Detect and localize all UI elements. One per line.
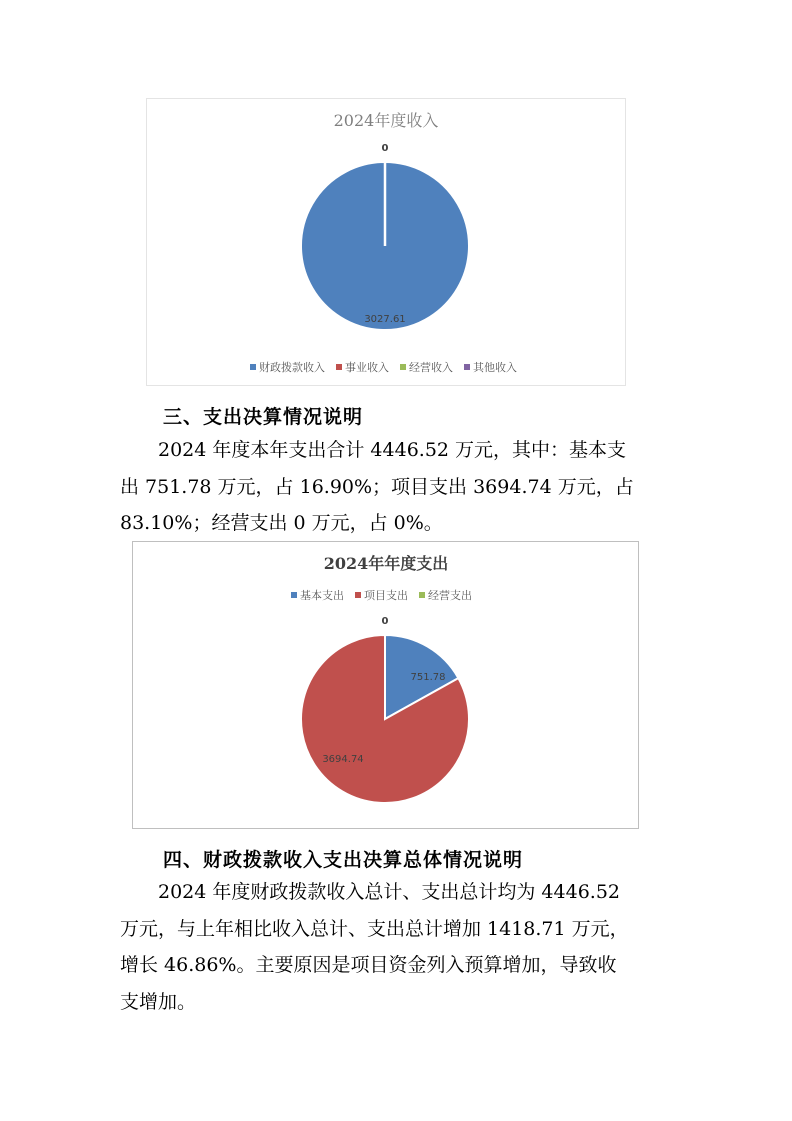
legend-swatch (464, 364, 470, 370)
section3-paragraph (120, 432, 660, 542)
legend-label: 项目支出 (364, 589, 408, 602)
chart-title: 2024年年度支出 (323, 554, 449, 573)
legend-label: 经营收入 (409, 361, 453, 374)
section4-line: 万元，与上年相比收入总计、支出总计增加 1418.71 万元， (120, 917, 629, 940)
section4-line: 支增加。 (120, 990, 197, 1013)
data-label: 3694.74 (322, 754, 364, 765)
section3-line: 83.10%；经营支出 0 万元，占 0%。 (120, 512, 443, 534)
expense-pie-svg (133, 542, 638, 828)
section4-heading: 四、财政拨款收入支出决算总体情况说明 (163, 849, 524, 871)
legend-label: 经营支出 (428, 589, 472, 602)
section4-line: 增长 46.86%。主要原因是项目资金列入预算增加，导致收 (120, 954, 617, 976)
data-label: 3027.61 (364, 314, 406, 325)
legend-item (464, 360, 517, 374)
legend-label: 财政拨款收入 (259, 361, 325, 374)
income-chart (146, 98, 626, 386)
section4-paragraph (120, 874, 660, 1020)
legend-item (250, 360, 325, 374)
legend-item (291, 588, 344, 602)
legend-label: 事业收入 (345, 361, 389, 374)
chart-title: 2024年度收入 (333, 111, 439, 130)
legend-label: 基本支出 (300, 589, 344, 602)
income-pie-svg (147, 99, 625, 385)
section4-line: 2024 年度财政拨款收入总计、支出总计均为 4446.52 (158, 881, 621, 903)
legend-label: 其他收入 (473, 361, 517, 374)
legend-item (355, 588, 408, 602)
legend-swatch (250, 364, 256, 370)
legend-swatch (400, 364, 406, 370)
legend-swatch (355, 592, 361, 598)
legend-item (400, 360, 453, 374)
expense-chart (132, 541, 639, 829)
section3-line: 出 751.78 万元，占 16.90%；项目支出 3694.74 万元，占 (120, 475, 634, 498)
legend-swatch (291, 592, 297, 598)
legend-item (336, 360, 389, 374)
legend-swatch (419, 592, 425, 598)
legend-item (419, 588, 472, 602)
data-label: 0 (381, 616, 389, 627)
data-label: 751.78 (410, 672, 446, 683)
section3-heading: 三、支出决算情况说明 (163, 406, 364, 428)
data-label: 0 (381, 143, 389, 154)
section3-line: 2024 年度本年支出合计 4446.52 万元，其中：基本支 (158, 439, 627, 461)
legend-swatch (336, 364, 342, 370)
